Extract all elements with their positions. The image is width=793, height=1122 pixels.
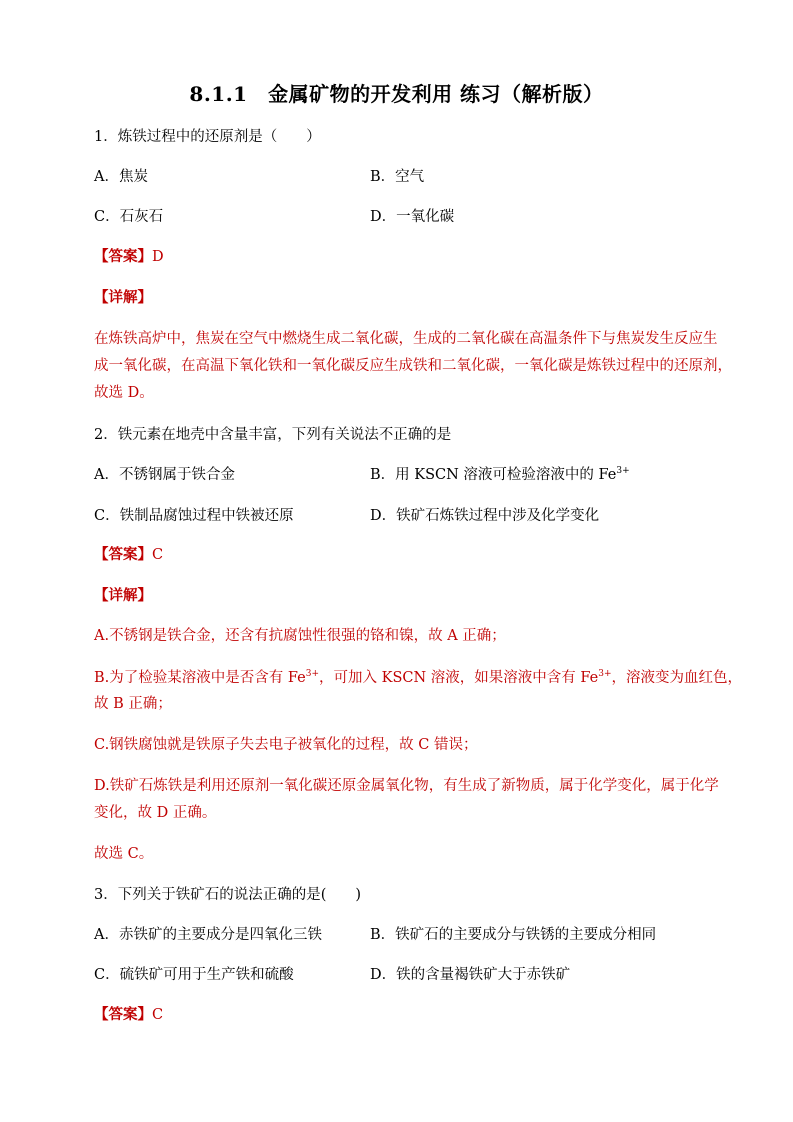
q2-detail-b — [94, 668, 742, 688]
q2-answer-value: C — [152, 547, 164, 563]
q2-option-c: C．铁制品腐蚀过程中铁被还原 — [94, 508, 294, 524]
q2-detail-b-part2: ，可加入 KSCN 溶液，如果溶液中含有 Fe — [319, 670, 599, 686]
q1-answer-label: 【答案】 — [94, 248, 152, 265]
q2-detail-d-line-2: 变化，故 D 正确。 — [94, 805, 217, 821]
q2-detail-b-sup2: 3+ — [598, 669, 612, 680]
q3-option-a: A．赤铁矿的主要成分是四氧化三铁 — [94, 927, 322, 943]
q1-detail-line-3: 故选 D。 — [94, 385, 154, 401]
q2-answer — [94, 545, 163, 565]
q2-option-a: A．不锈钢属于铁合金 — [94, 467, 235, 483]
page-title: 8.1.1 金属矿物的开发利用 练习（解析版） — [189, 82, 604, 106]
q3-answer — [94, 1005, 163, 1025]
q2-option-b-sup: 3+ — [616, 466, 630, 477]
q2-option-b — [370, 465, 630, 485]
q3-option-c: C．硫铁矿可用于生产铁和硫酸 — [94, 967, 294, 983]
q2-detail-a: A.不锈钢是铁合金，还含有抗腐蚀性很强的铬和镍，故 A 正确； — [94, 628, 506, 644]
q2-stem: 2．铁元素在地壳中含量丰富，下列有关说法不正确的是 — [94, 427, 452, 443]
q1-answer — [94, 247, 164, 267]
q1-option-b: B．空气 — [370, 169, 425, 185]
q2-detail-d-line-1: D.铁矿石炼铁是利用还原剂一氧化碳还原金属氧化物，有生成了新物质，属于化学变化，属于化学 — [94, 778, 719, 794]
q3-answer-label: 【答案】 — [94, 1006, 152, 1023]
q1-option-c: C．石灰石 — [94, 209, 164, 225]
q2-answer-label: 【答案】 — [94, 546, 152, 563]
q1-detail-line-1: 在炼铁高炉中，焦炭在空气中燃烧生成二氧化碳，生成的二氧化碳在高温条件下与焦炭发生反应生 — [94, 331, 718, 347]
q1-stem: 1．炼铁过程中的还原剂是（ ） — [94, 129, 321, 145]
q1-detail-line-2: 成一氧化碳，在高温下氧化铁和一氧化碳反应生成铁和二氧化碳，一氧化碳是炼铁过程中的还原剂， — [94, 358, 732, 374]
q3-stem: 3．下列关于铁矿石的说法正确的是( ) — [94, 887, 362, 903]
q3-option-b: B．铁矿石的主要成分与铁锈的主要成分相同 — [370, 927, 657, 943]
q2-option-b-text: B．用 KSCN 溶液可检验溶液中的 Fe — [370, 467, 617, 483]
q2-detail-label: 【详解】 — [94, 587, 152, 604]
q2-detail-b-part1: B.为了检验某溶液中是否含有 Fe — [94, 670, 306, 686]
q3-option-d: D．铁的含量褐铁矿大于赤铁矿 — [370, 967, 571, 983]
q1-answer-value: D — [152, 249, 164, 265]
q1-option-d: D．一氧化碳 — [370, 209, 455, 225]
q2-detail-b-part3: ，溶液变为血红色， — [611, 670, 743, 686]
q2-detail-b-line-2: 故 B 正确； — [94, 696, 172, 712]
q2-detail-b-sup1: 3+ — [305, 669, 320, 680]
q2-detail-c: C.钢铁腐蚀就是铁原子失去电子被氧化的过程，故 C 错误； — [94, 737, 478, 753]
q1-detail-label: 【详解】 — [94, 289, 152, 306]
q2-conclusion: 故选 C。 — [94, 846, 154, 862]
q3-answer-value: C — [152, 1007, 164, 1023]
q2-option-d: D．铁矿石炼铁过程中涉及化学变化 — [370, 508, 600, 524]
q1-option-a: A．焦炭 — [94, 169, 148, 185]
